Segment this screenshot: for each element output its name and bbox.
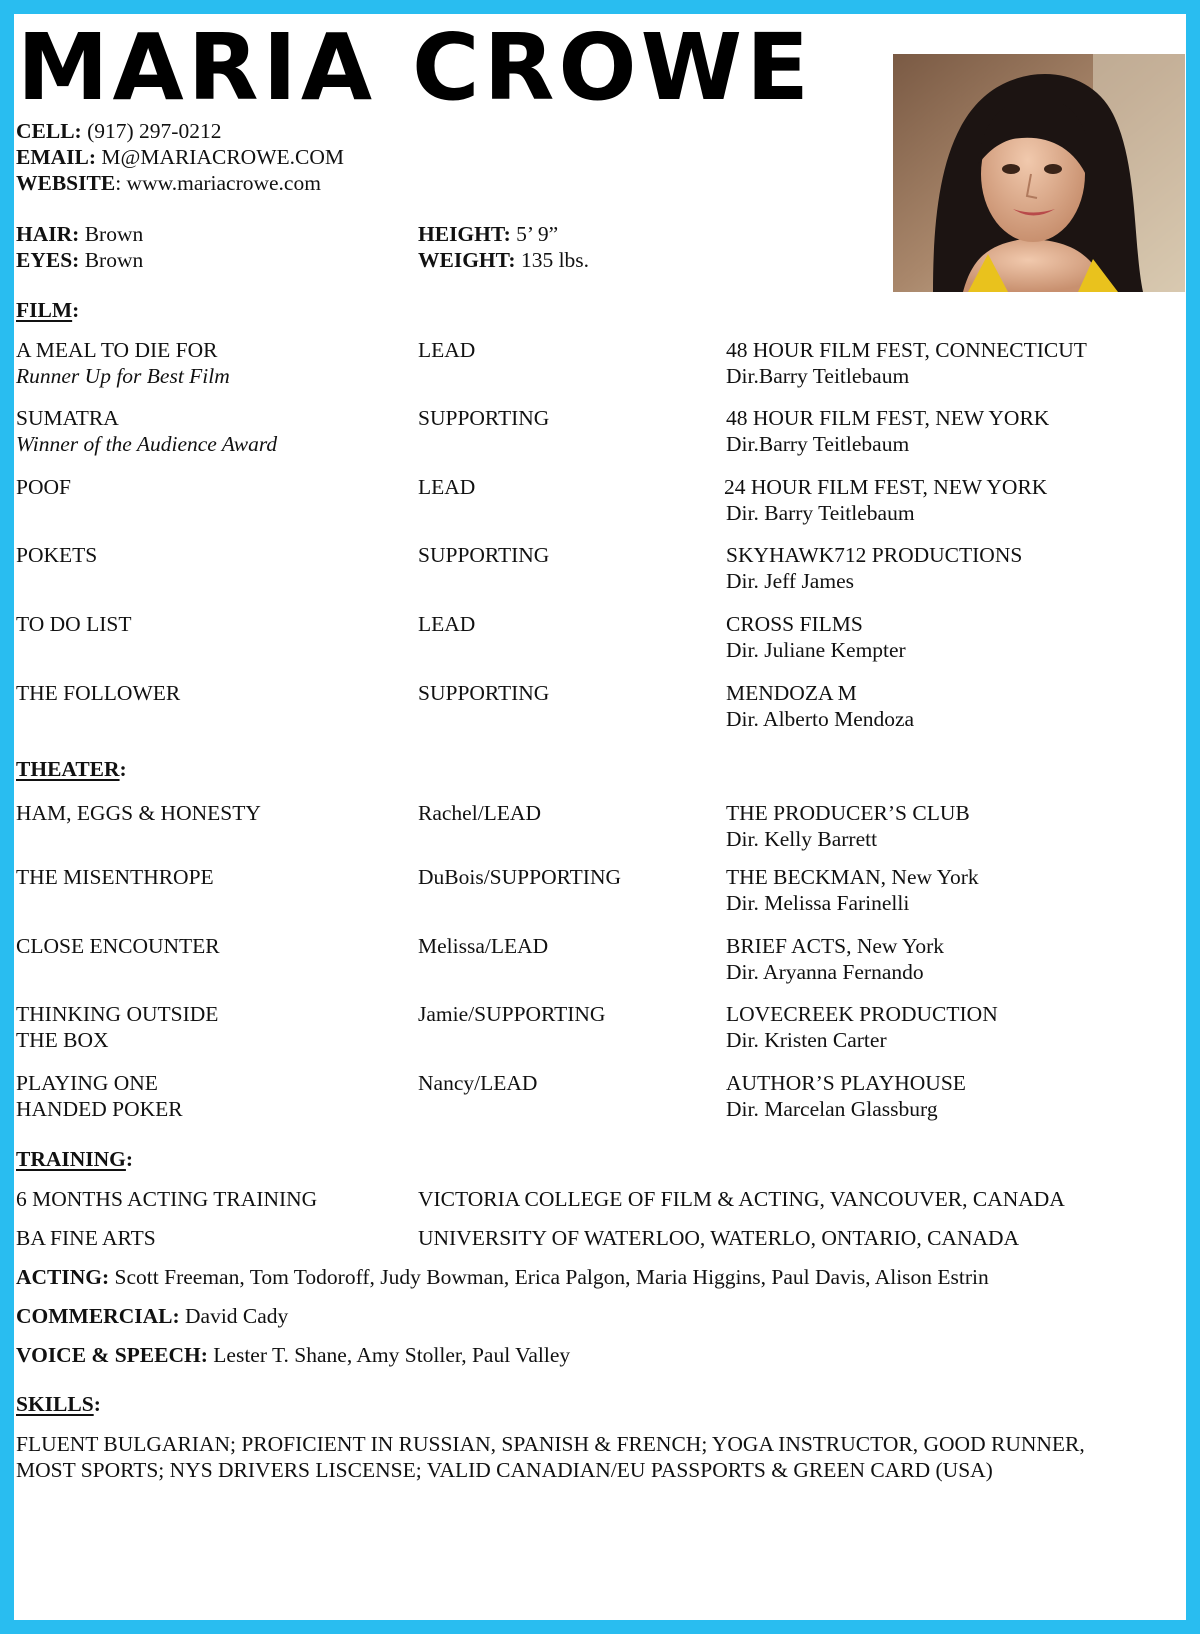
stat-eyes (16, 247, 143, 274)
theater-role: Melissa/LEAD (418, 934, 549, 958)
film-title: SUMATRA (16, 406, 119, 430)
training-course: BA FINE ARTS (16, 1226, 156, 1250)
film-venue: 48 HOUR FILM FEST, NEW YORK (726, 406, 1050, 430)
theater-director: Dir. Melissa Farinelli (726, 891, 910, 915)
height-value: 5’ 9” (516, 222, 559, 246)
skills-heading: SKILLS: (16, 1392, 101, 1416)
headshot-photo (893, 54, 1185, 292)
training-voice (16, 1342, 570, 1369)
film-director: Dir. Alberto Mendoza (726, 707, 915, 731)
film-venue: 48 HOUR FILM FEST, CONNECTICUT (726, 338, 1087, 362)
contact-cell (16, 118, 221, 145)
film-role: LEAD (418, 338, 476, 362)
theater-director: Dir. Marcelan Glassburg (726, 1097, 938, 1121)
training-school: UNIVERSITY OF WATERLOO, WATERLO, ONTARIO, CANADA (418, 1226, 1020, 1250)
acting-label: ACTING: (16, 1265, 110, 1289)
theater-venue: THE PRODUCER’S CLUB (726, 801, 970, 825)
film-venue: SKYHAWK712 PRODUCTIONS (726, 543, 1023, 567)
theater-heading: THEATER: (16, 757, 127, 781)
theater-title: PLAYING ONE (16, 1071, 158, 1095)
contact-email (16, 144, 344, 171)
theater-director: Dir. Aryanna Fernando (726, 960, 924, 984)
commercial-label: COMMERCIAL: (16, 1304, 180, 1328)
film-note: Winner of the Audience Award (16, 432, 278, 456)
resume-page (14, 14, 1186, 1620)
theater-venue: BRIEF ACTS, New York (726, 934, 945, 958)
skills-line-1: FLUENT BULGARIAN; PROFICIENT IN RUSSIAN, SPANISH & FRENCH; YOGA INSTRUCTOR, GOOD RUNNER, (16, 1432, 1085, 1456)
theater-role: DuBois/SUPPORTING (418, 865, 622, 889)
commercial-teacher: David Cady (185, 1304, 289, 1328)
acting-teachers: Scott Freeman, Tom Todoroff, Judy Bowman, Erica Palgon, Maria Higgins, Paul Davis, Alison Estrin (114, 1265, 989, 1289)
film-director: Dir. Jeff James (726, 569, 854, 593)
eyes-value: Brown (84, 248, 144, 272)
cell-label: CELL: (16, 119, 82, 143)
actor-name: MARIA CROWE (17, 14, 813, 121)
film-title: THE FOLLOWER (16, 681, 181, 705)
theater-title-line2: THE BOX (16, 1028, 109, 1052)
theater-role: Rachel/LEAD (418, 801, 541, 825)
film-director: Dir.Barry Teitlebaum (726, 364, 910, 388)
theater-role: Jamie/SUPPORTING (418, 1002, 606, 1026)
email-value: M@MARIACROWE.COM (101, 145, 344, 169)
film-title: POOF (16, 475, 71, 499)
film-title: A MEAL TO DIE FOR (16, 338, 218, 362)
film-role: SUPPORTING (418, 681, 550, 705)
film-venue: MENDOZA M (726, 681, 857, 705)
theater-director: Dir. Kelly Barrett (726, 827, 878, 851)
film-director: Dir. Juliane Kempter (726, 638, 906, 662)
training-school: VICTORIA COLLEGE OF FILM & ACTING, VANCOUVER, CANADA (418, 1187, 1065, 1211)
training-course: 6 MONTHS ACTING TRAINING (16, 1187, 318, 1211)
theater-title: THINKING OUTSIDE (16, 1002, 219, 1026)
film-venue: CROSS FILMS (726, 612, 863, 636)
weight-label: WEIGHT: (418, 248, 516, 272)
voice-teachers: Lester T. Shane, Amy Stoller, Paul Valley (213, 1343, 571, 1367)
height-label: HEIGHT: (418, 222, 511, 246)
contact-website (16, 170, 321, 197)
voice-label: VOICE & SPEECH: (16, 1343, 208, 1367)
theater-role: Nancy/LEAD (418, 1071, 538, 1095)
film-title: POKETS (16, 543, 98, 567)
email-label: EMAIL: (16, 145, 97, 169)
theater-title: HAM, EGGS & HONESTY (16, 801, 261, 825)
film-role: LEAD (418, 475, 476, 499)
theater-title-line2: HANDED POKER (16, 1097, 183, 1121)
training-heading: TRAINING: (16, 1147, 134, 1171)
film-director: Dir.Barry Teitlebaum (726, 432, 910, 456)
hair-value: Brown (84, 222, 144, 246)
stat-height (418, 221, 558, 248)
film-role: SUPPORTING (418, 543, 550, 567)
weight-value: 135 lbs. (520, 248, 590, 272)
film-note: Runner Up for Best Film (16, 364, 230, 388)
theater-venue: THE BECKMAN, New York (726, 865, 979, 889)
skills-line-2: MOST SPORTS; NYS DRIVERS LISCENSE; VALID CANADIAN/EU PASSPORTS & GREEN CARD (USA) (16, 1458, 993, 1482)
eyes-label: EYES: (16, 248, 80, 272)
stat-hair (16, 221, 143, 248)
cell-value: (917) 297-0212 (87, 119, 222, 143)
training-commercial (16, 1303, 288, 1330)
film-heading: FILM: (16, 298, 80, 322)
theater-title: THE MISENTHROPE (16, 865, 214, 889)
stat-weight (418, 247, 589, 274)
training-acting (16, 1264, 989, 1291)
theater-venue: AUTHOR’S PLAYHOUSE (726, 1071, 966, 1095)
website-value: : www.mariacrowe.com (115, 171, 321, 195)
theater-title: CLOSE ENCOUNTER (16, 934, 220, 958)
film-director: Dir. Barry Teitlebaum (726, 501, 915, 525)
film-role: SUPPORTING (418, 406, 550, 430)
film-role: LEAD (418, 612, 476, 636)
website-label: WEBSITE (16, 171, 116, 195)
theater-director: Dir. Kristen Carter (726, 1028, 887, 1052)
film-title: TO DO LIST (16, 612, 132, 636)
theater-venue: LOVECREEK PRODUCTION (726, 1002, 998, 1026)
film-venue: 24 HOUR FILM FEST, NEW YORK (724, 475, 1048, 499)
hair-label: HAIR: (16, 222, 80, 246)
